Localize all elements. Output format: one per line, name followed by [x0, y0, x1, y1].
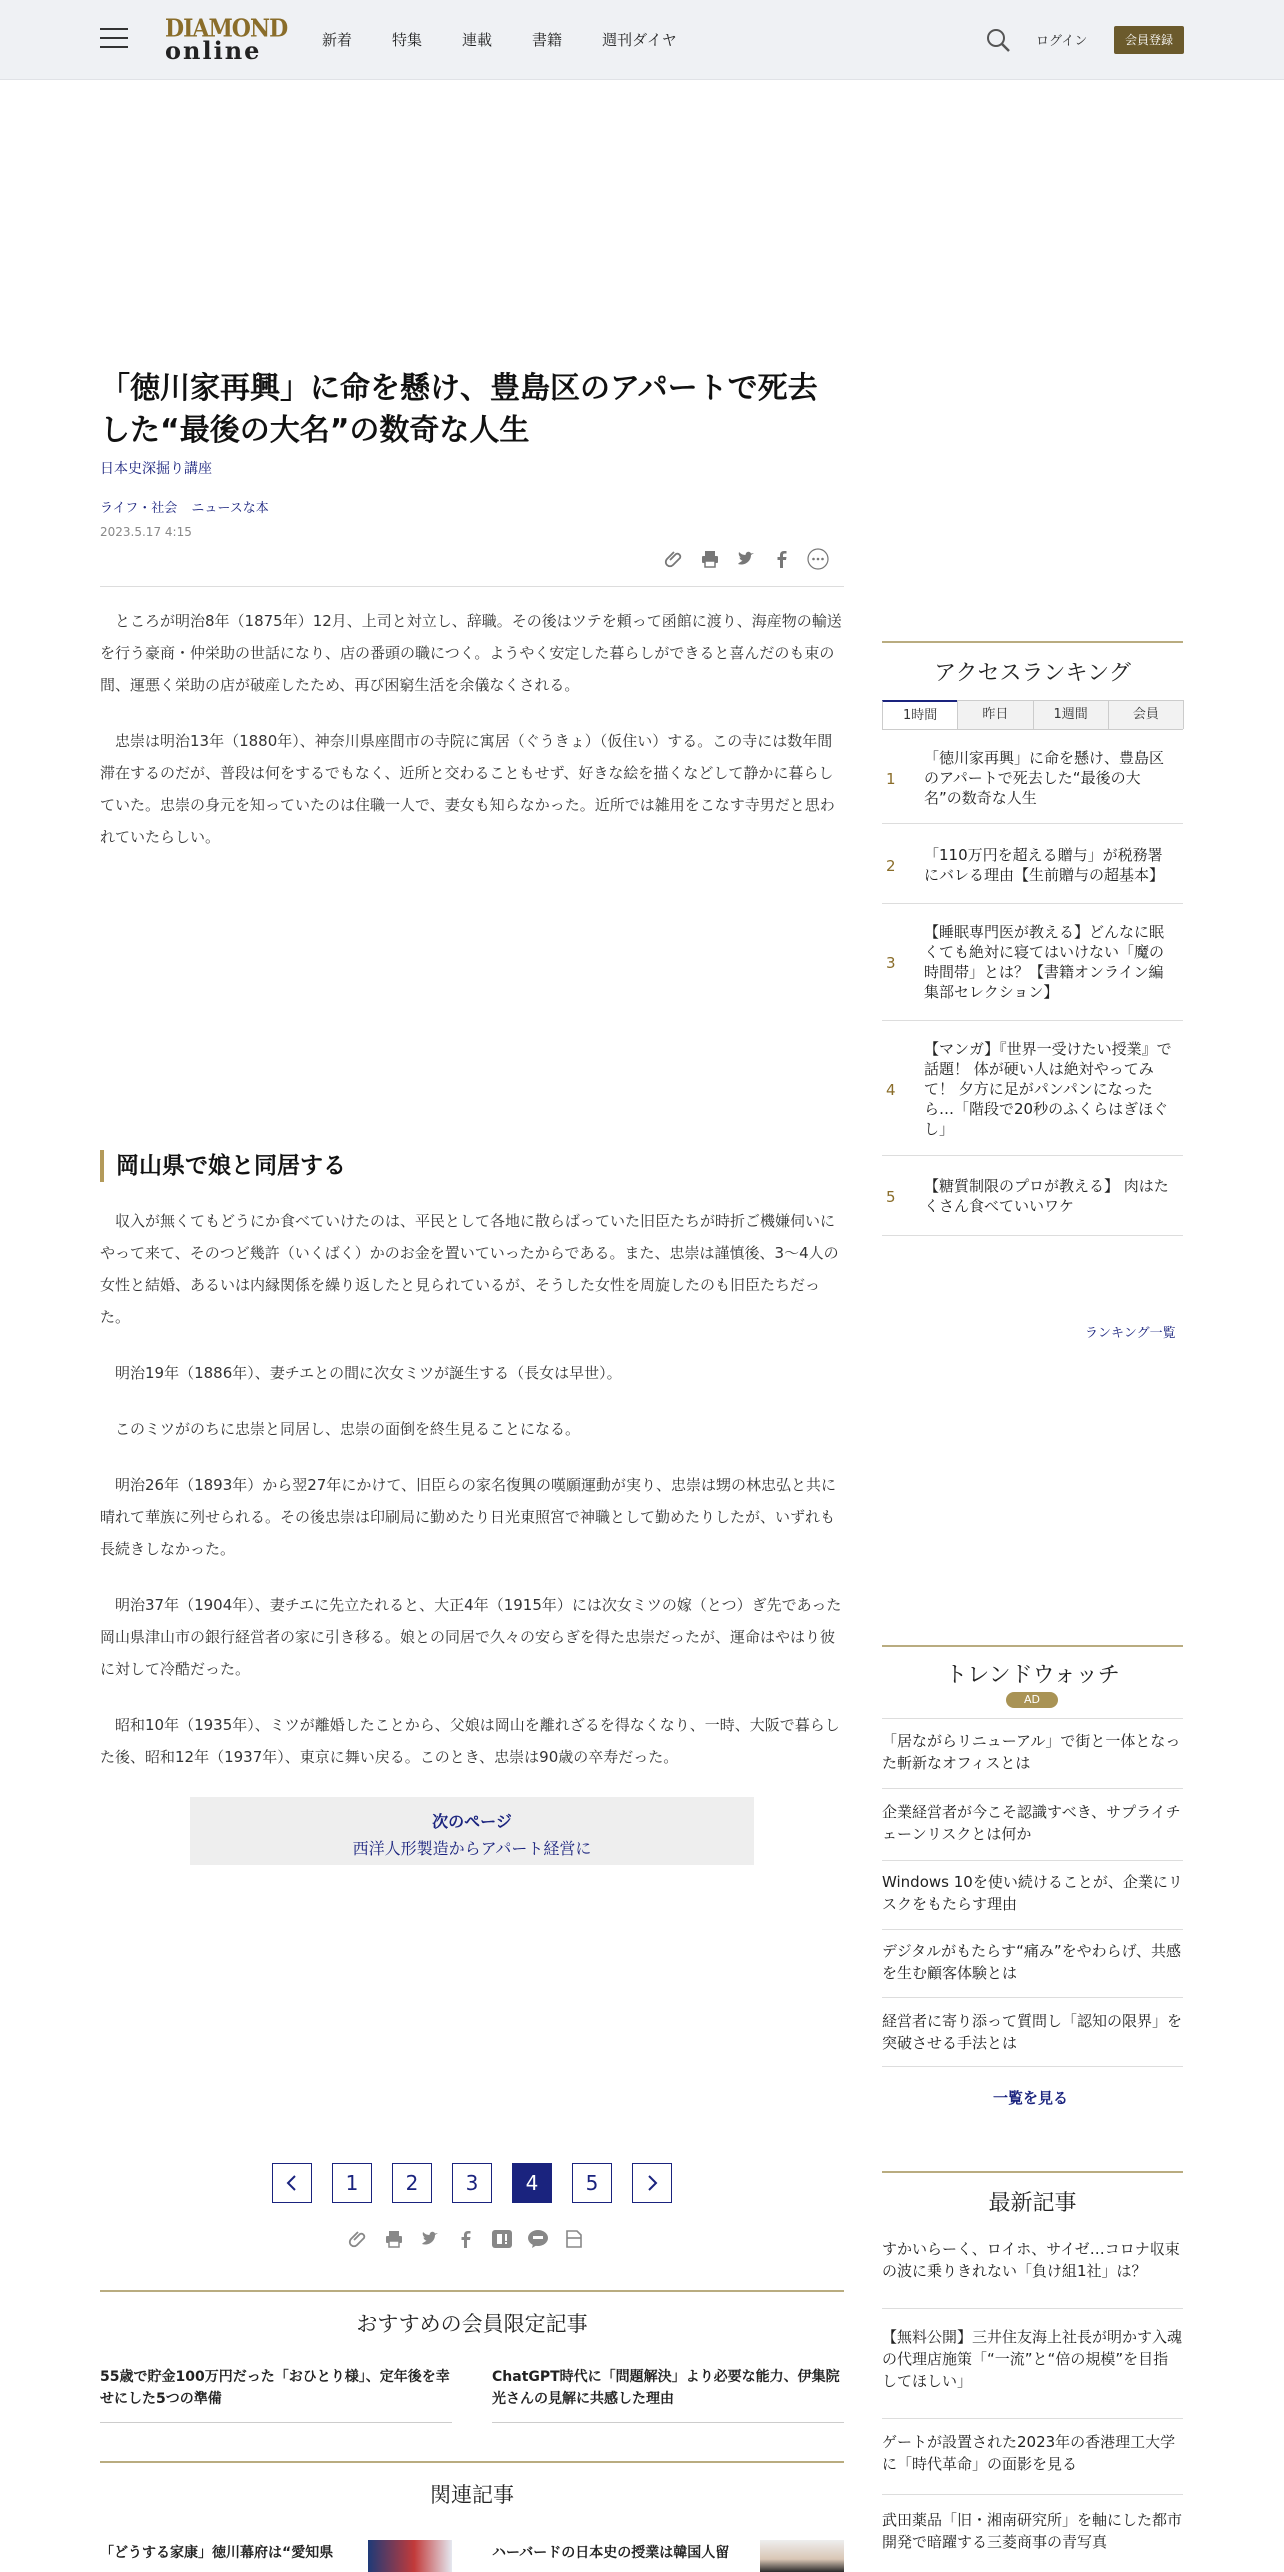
- related-heading: 関連記事: [100, 2461, 844, 2509]
- article-paragraph: 忠崇は明治13年（1880年）、神奈川県座間市の寺院に寓居（ぐうきょ）（仮住い）する。この寺には数年間滞在するのだが、普段は何をするでもなく、近所と交わることもせず、好きな絵を描くなどして静かに暮らしていた。忠崇の身元を知っていたのは住職一人で、妻女も知らなかった。近所では雑用をこなす寺男だと思われていたらしい。: [100, 732, 835, 846]
- divider: [882, 2066, 1183, 2067]
- register-button[interactable]: 会員登録: [1114, 26, 1184, 54]
- trend-item[interactable]: 「居ながらリニューアル」で街と一体となった斬新なオフィスとは: [882, 1732, 1181, 1772]
- article-paragraph: 明治19年（1886年）、妻チエとの間に次女ミツが誕生する（長女は早世）。: [115, 1364, 622, 1382]
- site-header: [0, 0, 1284, 80]
- article-paragraph: 明治37年（1904年）、妻チエに先立たれると、大正4年（1915年）には次女ミツの嫁（とつ）ぎ先であった岡山県津山市の銀行経営者の家に引き移る。娘との同居で久々の安らぎを得た忠崇だったが、運命はやはり彼に対して冷酷だった。: [100, 1596, 842, 1678]
- trend-see-all-link[interactable]: 一覧を見る: [993, 2089, 1069, 2107]
- rank-number: 4: [886, 1081, 896, 1099]
- nav-weekly[interactable]: 週刊ダイヤ: [602, 31, 677, 49]
- latest-item[interactable]: すかいらーく、ロイホ、サイゼ…コロナ収束の波に乗りきれない「負け組1社」は？: [882, 2240, 1180, 2280]
- divider: [882, 1860, 1183, 1861]
- divider: [882, 1235, 1183, 1236]
- page-4-current[interactable]: 4: [512, 2163, 552, 2203]
- next-page-label: 次のページ: [432, 1812, 512, 1831]
- related-thumbnail[interactable]: [368, 2540, 452, 2572]
- ranking-heading: アクセスランキング: [934, 661, 1131, 686]
- trend-item[interactable]: デジタルがもたらす“痛み”をやわらげ、共感を生む顧客体験とは: [882, 1942, 1182, 1982]
- page-1[interactable]: 1: [332, 2163, 372, 2203]
- divider: [882, 903, 1183, 904]
- related-item[interactable]: 「どうする家康」徳川幕府は“愛知県: [100, 2545, 334, 2561]
- divider: [882, 1788, 1183, 1789]
- nav-series[interactable]: 連載: [462, 31, 493, 49]
- tag-life[interactable]: ライフ・社会: [100, 501, 178, 516]
- related-thumbnail[interactable]: [760, 2540, 844, 2572]
- pagination: [272, 2163, 672, 2203]
- login-link[interactable]: ログイン: [1036, 34, 1088, 49]
- divider: [882, 1929, 1183, 1930]
- nav-books[interactable]: 書籍: [532, 31, 563, 49]
- rank-title: 【マンガ】『世界一受けたい授業』で話題！ 体が硬い人は絶対やってみて！ 夕方に足がパンパンになったら…「階段で20秒のふくらはぎほぐし」: [924, 1040, 1172, 1138]
- divider: [882, 1997, 1183, 1998]
- article-paragraph: 収入が無くてもどうにか食べていけたのは、平民として各地に散らばっていた旧臣たちが時折ご機嫌伺いにやって来て、そのつど幾許（いくばく）かのお金を置いていったからである。また、忠崇は謹慎後、3～4人の女性と結婚、あるいは内縁関係を繰り返したと見られているが、そうした女性を周旋したのも旧臣たちだった。: [100, 1212, 839, 1326]
- article-paragraph: 昭和10年（1935年）、ミツが離婚したことから、父娘は岡山を離れざるを得なくなり、一時、大阪で暮らした後、昭和12年（1937年）、東京に舞い戻る。このとき、忠崇は90歳の卒寿だった。: [100, 1716, 840, 1766]
- page-2[interactable]: 2: [392, 2163, 432, 2203]
- divider: [882, 2418, 1183, 2419]
- article-paragraph: このミツがのちに忠崇と同居し、忠崇の面倒を終生見ることになる。: [115, 1420, 581, 1438]
- trend-heading: トレンドウォッチ: [945, 1663, 1120, 1688]
- rank-number: 5: [886, 1188, 896, 1206]
- latest-item[interactable]: ゲートが設置された2023年の香港理工大学に「時代革命」の面影を見る: [882, 2433, 1176, 2473]
- clip-icon[interactable]: [347, 2228, 369, 2250]
- site-logo[interactable]: [165, 14, 288, 65]
- nav-new[interactable]: 新着: [322, 31, 353, 49]
- latest-heading: 最新記事: [988, 2191, 1077, 2216]
- page-3[interactable]: 3: [452, 2163, 492, 2203]
- facebook-icon[interactable]: [455, 2228, 477, 2250]
- divider: [492, 2422, 844, 2423]
- recommended-item[interactable]: 55歳で貯金100万円だった「おひとり様」、定年後を幸せにした5つの準備: [100, 2369, 450, 2407]
- next-page-button[interactable]: [632, 2163, 672, 2203]
- search-icon[interactable]: [985, 27, 1011, 53]
- hatena-bookmark-icon[interactable]: [491, 2228, 513, 2250]
- divider: [882, 641, 1183, 643]
- main-nav: [322, 29, 717, 50]
- share-bar-top: [662, 547, 830, 571]
- tab-members[interactable]: 会員: [1108, 700, 1184, 729]
- article-tags: [100, 497, 279, 516]
- rank-number: 2: [886, 857, 896, 875]
- rank-title: 【睡眠専門医が教える】どんなに眠くても絶対に寝てはいけない「魔の時間帯」とは？【書籍オンライン編集部セレクション】: [924, 923, 1165, 1001]
- clip-icon[interactable]: [662, 547, 686, 571]
- pocket-icon[interactable]: [563, 2228, 585, 2250]
- section-heading: 岡山県で娘と同居する: [100, 1150, 346, 1182]
- series-link[interactable]: 日本史深掘り講座: [100, 461, 212, 477]
- rank-title: 【糖質制限のプロが教える】 肉はたくさん食べていいワケ: [924, 1177, 1169, 1215]
- next-page-box[interactable]: [190, 1797, 754, 1865]
- tab-1week[interactable]: 1週間: [1033, 700, 1109, 729]
- logo-line1: DIAMOND: [165, 14, 288, 44]
- divider: [100, 2422, 452, 2423]
- facebook-icon[interactable]: [770, 547, 794, 571]
- rank-number: 3: [886, 954, 896, 972]
- divider: [882, 1645, 1183, 1647]
- divider: [100, 586, 844, 587]
- more-share-icon[interactable]: [806, 547, 830, 571]
- divider: [882, 823, 1183, 824]
- latest-item[interactable]: 【無料公開】三井住友海上社長が明かす入魂の代理店施策「“一流”と“倍の規模”を目指してほしい」: [882, 2328, 1183, 2390]
- rank-title: 「110万円を超える贈与」が税務署にバレる理由【生前贈与の超基本】: [924, 846, 1165, 884]
- tab-yesterday[interactable]: 昨日: [957, 700, 1033, 729]
- nav-features[interactable]: 特集: [392, 31, 423, 49]
- prev-page-button[interactable]: [272, 2163, 312, 2203]
- divider: [882, 2171, 1183, 2173]
- ranking-tabs: [882, 700, 1183, 730]
- divider: [882, 1020, 1183, 1021]
- article-title: 「徳川家再興」に命を懸け、豊島区のアパートで死去した“最後の大名”の数奇な人生: [100, 371, 818, 448]
- article-date: 2023.5.17 4:15: [100, 525, 192, 539]
- share-bar-bottom: [347, 2228, 585, 2250]
- rank-title: 「徳川家再興」に命を懸け、豊島区のアパートで死去した“最後の大名”の数奇な人生: [924, 749, 1165, 807]
- trend-item[interactable]: Windows 10を使い続けることが、企業にリスクをもたらす理由: [882, 1873, 1183, 1913]
- rank-number: 1: [886, 770, 896, 788]
- latest-item[interactable]: 武田薬品「旧・湘南研究所」を軸にした都市開発で暗躍する三菱商事の青写真: [882, 2511, 1183, 2551]
- menu-icon[interactable]: [100, 28, 128, 50]
- tag-news-book[interactable]: ニュースな本: [191, 501, 269, 516]
- article-paragraph: 明治26年（1893年）から翌27年にかけて、旧臣らの家名復興の嘆願運動が実り、忠崇は甥の林忠弘と共に晴れて華族に列せられる。その後忠崇は印刷局に勤めたり日光東照宮で神職として勤めたりしたが、いずれも長続きしなかった。: [100, 1476, 837, 1558]
- print-icon[interactable]: [383, 2228, 405, 2250]
- divider: [882, 2494, 1183, 2495]
- ad-badge: AD: [1006, 1692, 1058, 1708]
- twitter-icon[interactable]: [419, 2228, 441, 2250]
- divider: [882, 1155, 1183, 1156]
- line-icon[interactable]: [527, 2228, 549, 2250]
- print-icon[interactable]: [698, 547, 722, 571]
- trend-item[interactable]: 経営者に寄り添って質問し「認知の限界」を突破させる手法とは: [882, 2012, 1183, 2052]
- recommended-heading: おすすめの会員限定記事: [100, 2290, 844, 2338]
- recommended-item[interactable]: ChatGPT時代に「問題解決」より必要な能力、伊集院光さんの見解に共感した理由: [492, 2369, 840, 2407]
- page-5[interactable]: 5: [572, 2163, 612, 2203]
- tab-1hour[interactable]: 1時間: [882, 700, 958, 729]
- logo-line2: online: [165, 36, 262, 65]
- article-paragraph: ところが明治8年（1875年）12月、上司と対立し、辞職。その後はツテを頼って函館に渡り、海産物の輸送を行う豪商・仲栄助の世話になり、店の番頭の職につく。ようやく安定した暮らしができると喜んだのも束の間、運悪く栄助の店が破産したため、再び困窮生活を余儀なくされる。: [100, 612, 842, 694]
- divider: [882, 1718, 1183, 1719]
- divider: [882, 2308, 1183, 2309]
- related-item[interactable]: ハーバードの日本史の授業は韓国人留: [492, 2545, 730, 2561]
- next-page-title: 西洋人形製造からアパート経営に: [352, 1839, 592, 1858]
- ranking-list-link[interactable]: ランキング一覧: [1085, 1326, 1176, 1341]
- twitter-icon[interactable]: [734, 547, 758, 571]
- trend-item[interactable]: 企業経営者が今こそ認識すべき、サプライチェーンリスクとは何か: [882, 1803, 1181, 1843]
